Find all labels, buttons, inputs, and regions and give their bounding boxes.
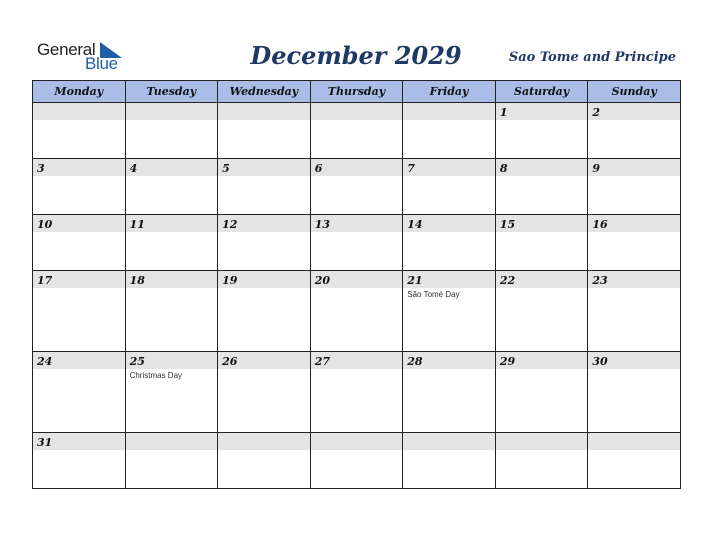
day-cell [33, 270, 126, 351]
day-cell [495, 103, 588, 159]
holiday-label [33, 232, 125, 234]
day-number [311, 433, 403, 450]
day-number [126, 433, 218, 450]
holiday-label [496, 232, 588, 234]
week-row [33, 270, 681, 351]
day-number: 4 [126, 159, 218, 176]
holiday-label [218, 369, 310, 371]
day-cell [218, 214, 311, 270]
day-cell [403, 270, 496, 351]
day-cell [33, 103, 126, 159]
day-number [126, 103, 218, 120]
week-row [33, 214, 681, 270]
holiday-label [311, 232, 403, 234]
weekday-header-row [33, 81, 681, 103]
day-number [588, 433, 680, 450]
day-cell [218, 433, 311, 489]
weekday-thursday: Thursday [310, 81, 403, 103]
holiday-label [496, 288, 588, 290]
day-number: 7 [403, 159, 495, 176]
day-number: 13 [311, 215, 403, 232]
holiday-label [403, 176, 495, 178]
week-row [33, 351, 681, 432]
weekday-wednesday: Wednesday [218, 81, 311, 103]
holiday-label [311, 450, 403, 452]
day-number: 5 [218, 159, 310, 176]
day-number [403, 103, 495, 120]
holiday-label [588, 176, 680, 178]
weekday-sunday: Sunday [588, 81, 681, 103]
day-cell [495, 351, 588, 432]
day-cell [588, 103, 681, 159]
day-cell [310, 351, 403, 432]
holiday-label [496, 120, 588, 122]
holiday-label [588, 120, 680, 122]
day-number: 18 [126, 271, 218, 288]
weekday-monday: Monday [33, 81, 126, 103]
day-cell [403, 103, 496, 159]
day-cell [218, 158, 311, 214]
holiday-label [218, 232, 310, 234]
holiday-label [33, 450, 125, 452]
day-number: 31 [33, 433, 125, 450]
day-number: 10 [33, 215, 125, 232]
day-cell [125, 158, 218, 214]
holiday-label [496, 176, 588, 178]
day-number: 14 [403, 215, 495, 232]
day-cell [125, 351, 218, 432]
day-cell [403, 214, 496, 270]
day-number [218, 433, 310, 450]
day-cell [588, 433, 681, 489]
day-cell [495, 433, 588, 489]
day-cell [125, 433, 218, 489]
holiday-label [126, 176, 218, 178]
day-cell [588, 270, 681, 351]
holiday-label [311, 120, 403, 122]
day-number: 30 [588, 352, 680, 369]
day-number [33, 103, 125, 120]
holiday-label [588, 288, 680, 290]
day-number: 17 [33, 271, 125, 288]
week-row [33, 103, 681, 159]
day-number: 22 [496, 271, 588, 288]
day-number: 1 [496, 103, 588, 120]
holiday-label [588, 232, 680, 234]
day-cell [33, 158, 126, 214]
holiday-label [33, 176, 125, 178]
holiday-label [126, 232, 218, 234]
week-row [33, 433, 681, 489]
day-cell [403, 351, 496, 432]
day-cell [33, 214, 126, 270]
holiday-label [126, 288, 218, 290]
day-cell [588, 351, 681, 432]
weekday-saturday: Saturday [495, 81, 588, 103]
day-number [311, 103, 403, 120]
day-number: 27 [311, 352, 403, 369]
day-cell [218, 270, 311, 351]
day-number: 24 [33, 352, 125, 369]
day-cell [33, 433, 126, 489]
day-number: 21 [403, 271, 495, 288]
day-number [403, 433, 495, 450]
weekday-friday: Friday [403, 81, 496, 103]
day-cell [588, 158, 681, 214]
day-number: 29 [496, 352, 588, 369]
country-name: Sao Tome and Principe [508, 50, 676, 65]
day-cell [310, 103, 403, 159]
holiday-label: Christmas Day [129, 370, 183, 380]
day-number: 25 [126, 352, 218, 369]
day-number: 28 [403, 352, 495, 369]
day-number: 11 [126, 215, 218, 232]
day-number: 20 [311, 271, 403, 288]
holiday-label [311, 288, 403, 290]
day-number: 16 [588, 215, 680, 232]
day-cell [218, 103, 311, 159]
day-cell [310, 214, 403, 270]
holiday-label [403, 120, 495, 122]
holiday-label: São Tomé Day [407, 289, 460, 299]
generalblue-logo [37, 40, 127, 74]
calendar-title: December 2029 [250, 41, 462, 70]
holiday-label [33, 120, 125, 122]
day-number: 3 [33, 159, 125, 176]
logo-word-general: General [37, 40, 96, 59]
holiday-label [588, 450, 680, 452]
day-cell [218, 351, 311, 432]
holiday-label [218, 120, 310, 122]
holiday-label [218, 288, 310, 290]
holiday-label [403, 232, 495, 234]
holiday-label [311, 176, 403, 178]
day-cell [33, 351, 126, 432]
day-cell [125, 214, 218, 270]
day-cell [310, 270, 403, 351]
day-number: 8 [496, 159, 588, 176]
holiday-label [126, 120, 218, 122]
calendar-grid [32, 80, 681, 489]
day-number [218, 103, 310, 120]
holiday-label [496, 369, 588, 371]
week-row [33, 158, 681, 214]
holiday-label [33, 369, 125, 371]
day-cell [495, 214, 588, 270]
holiday-label [126, 450, 218, 452]
holiday-label [496, 450, 588, 452]
holiday-label [33, 288, 125, 290]
day-cell [403, 158, 496, 214]
day-number: 9 [588, 159, 680, 176]
day-cell [310, 158, 403, 214]
holiday-label [403, 369, 495, 371]
day-number [496, 433, 588, 450]
day-cell [495, 270, 588, 351]
logo-word-blue: Blue [85, 54, 118, 73]
day-cell [125, 270, 218, 351]
day-number: 12 [218, 215, 310, 232]
holiday-label [403, 450, 495, 452]
day-number: 2 [588, 103, 680, 120]
holiday-label [218, 450, 310, 452]
day-cell [588, 214, 681, 270]
weekday-tuesday: Tuesday [125, 81, 218, 103]
day-number: 15 [496, 215, 588, 232]
day-number: 23 [588, 271, 680, 288]
holiday-label [218, 176, 310, 178]
day-cell [310, 433, 403, 489]
day-cell [403, 433, 496, 489]
day-number: 26 [218, 352, 310, 369]
holiday-label [588, 369, 680, 371]
day-cell [125, 103, 218, 159]
holiday-label [311, 369, 403, 371]
day-number: 19 [218, 271, 310, 288]
day-number: 6 [311, 159, 403, 176]
day-cell [495, 158, 588, 214]
